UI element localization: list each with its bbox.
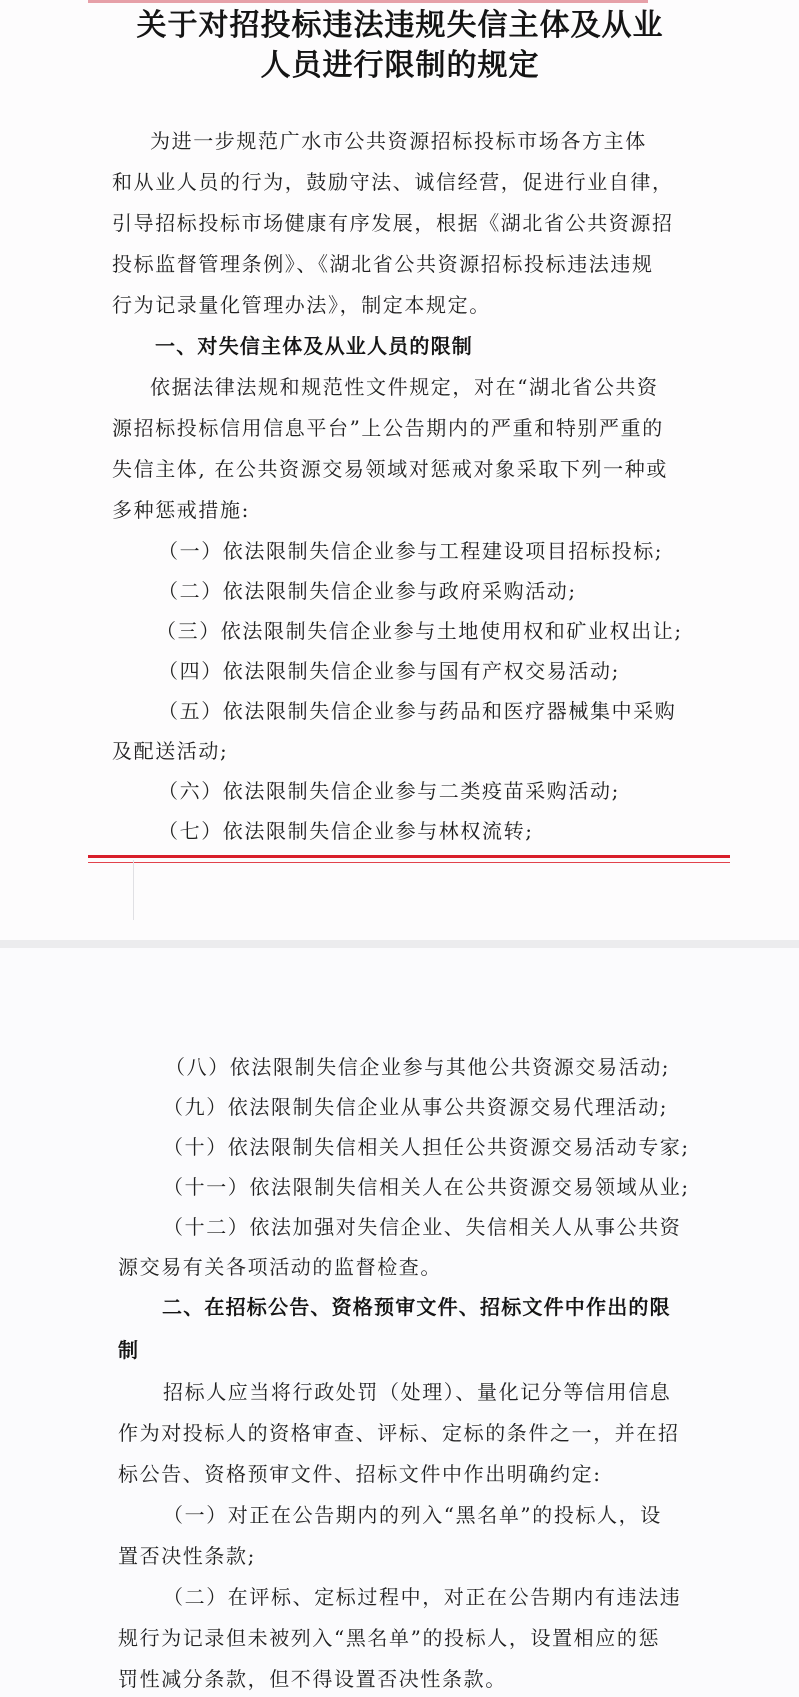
list-item: （八）依法限制失信企业参与其他公共资源交易活动; — [165, 1055, 671, 1079]
page-gap — [0, 940, 799, 948]
red-divider-rule — [88, 855, 730, 858]
intro-paragraph-line: 引导招标投标市场健康有序发展，根据《湖北省公共资源招 — [112, 211, 674, 235]
red-divider-rule-thin — [88, 862, 730, 863]
section-2-paragraph-line: 招标人应当将行政处罚（处理）、量化记分等信用信息 — [163, 1380, 672, 1404]
list-item: （二）在评标、定标过程中，对正在公告期内有违法违 — [163, 1585, 682, 1609]
list-item-continuation: 及配送活动; — [112, 739, 229, 763]
document-title-line-1: 关于对招投标违法违规失信主体及从业 — [136, 8, 664, 43]
list-item: （三）依法限制失信企业参与土地使用权和矿业权出让; — [156, 619, 683, 643]
list-item: （一）对正在公告期内的列入“黑名单”的投标人，设 — [163, 1503, 662, 1527]
intro-paragraph-line: 和从业人员的行为，鼓励守法、诚信经营，促进行业自律， — [112, 170, 674, 194]
top-rule — [88, 0, 648, 3]
section-2-heading: 二、在招标公告、资格预审文件、招标文件中作出的限 — [162, 1295, 671, 1319]
section-1-paragraph-line: 多种惩戒措施: — [112, 498, 250, 522]
list-item-continuation: 置否决性条款; — [118, 1544, 256, 1568]
section-1-paragraph-line: 失信主体, 在公共资源交易领域对惩戒对象采取下列一种或 — [112, 457, 668, 481]
list-item: （七）依法限制失信企业参与林权流转; — [158, 819, 534, 843]
document-page-2 — [0, 948, 799, 1697]
list-item: （十）依法限制失信相关人担任公共资源交易活动专家; — [163, 1135, 690, 1159]
list-item-continuation: 罚性减分条款，但不得设置否决性条款。 — [118, 1667, 507, 1691]
scan-artifact-line — [133, 860, 134, 920]
document-title-line-2: 人员进行限制的规定 — [260, 48, 540, 83]
list-item: （五）依法限制失信企业参与药品和医疗器械集中采购 — [158, 699, 677, 723]
list-item: （四）依法限制失信企业参与国有产权交易活动; — [158, 659, 620, 683]
section-1-heading: 一、对失信主体及从业人员的限制 — [155, 334, 473, 358]
intro-paragraph-line: 投标监督管理条例》、《湖北省公共资源招标投标违法违规 — [112, 252, 654, 276]
section-2-paragraph-line: 作为对投标人的资格审查、评标、定标的条件之一，并在招 — [118, 1421, 680, 1445]
list-item: （九）依法限制失信企业从事公共资源交易代理活动; — [163, 1095, 669, 1119]
section-2-heading-continuation: 制 — [118, 1338, 140, 1362]
section-1-paragraph-line: 源招标投标信用信息平台”上公告期内的严重和特别严重的 — [112, 416, 664, 440]
list-item: （十一）依法限制失信相关人在公共资源交易领域从业; — [163, 1175, 690, 1199]
list-item: （一）依法限制失信企业参与工程建设项目招标投标; — [158, 539, 664, 563]
list-item-continuation: 规行为记录但未被列入“黑名单”的投标人，设置相应的惩 — [118, 1626, 661, 1650]
list-item: （六）依法限制失信企业参与二类疫苗采购活动; — [158, 779, 620, 803]
list-item-continuation: 源交易有关各项活动的监督检查。 — [118, 1255, 442, 1279]
section-2-paragraph-line: 标公告、资格预审文件、招标文件中作出明确约定: — [118, 1462, 602, 1486]
list-item: （十二）依法加强对失信企业、失信相关人从事公共资 — [163, 1215, 682, 1239]
section-1-paragraph-line: 依据法律法规和规范性文件规定，对在“湖北省公共资 — [150, 375, 659, 399]
intro-paragraph-line: 为进一步规范广水市公共资源招标投标市场各方主体 — [150, 129, 647, 153]
list-item: （二）依法限制失信企业参与政府采购活动; — [158, 579, 577, 603]
intro-paragraph-line: 行为记录量化管理办法》，制定本规定。 — [112, 293, 491, 317]
